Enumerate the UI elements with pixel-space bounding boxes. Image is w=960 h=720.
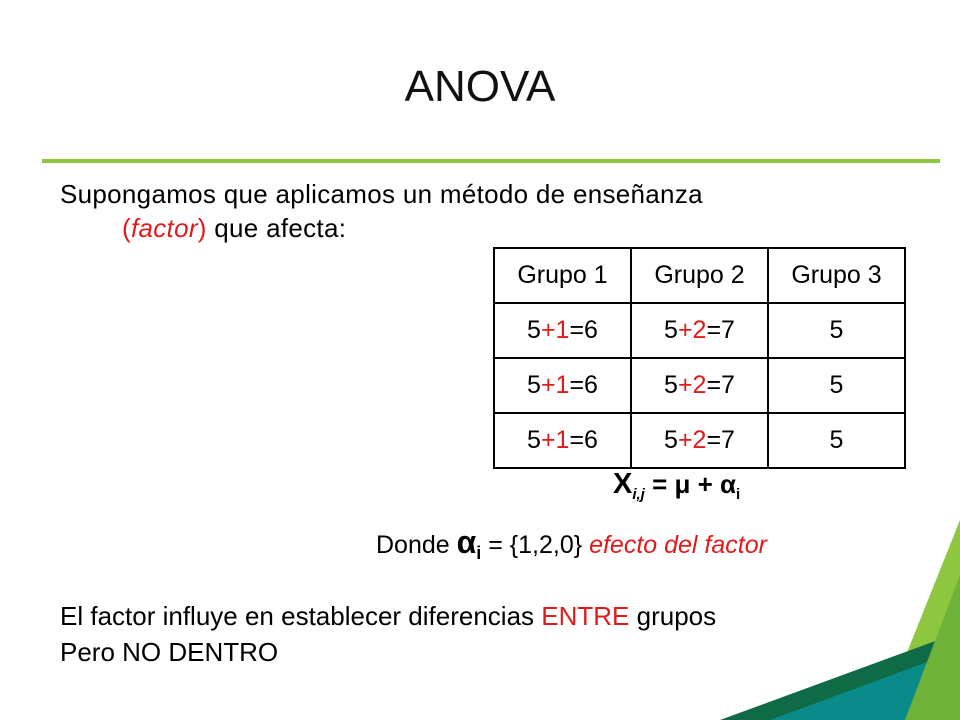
table-cell: 5 <box>768 303 905 358</box>
slide-title: ANOVA <box>404 62 556 111</box>
header-cell: Grupo 1 <box>494 248 631 303</box>
intro-line-2: (factor) que afecta: <box>122 213 347 243</box>
intro-text <box>60 177 860 245</box>
table-cell: 5+1=6 <box>494 358 631 413</box>
header-cell: Grupo 2 <box>631 248 768 303</box>
conclusion-text <box>60 598 920 670</box>
effect-definition: Donde $\alpha_i = \{1,2,0\}$ efecto del factor <box>376 524 767 563</box>
title-divider <box>42 159 940 163</box>
table-cell: 5+2=7 <box>631 413 768 468</box>
table-row <box>494 413 905 468</box>
groups-table <box>493 247 906 469</box>
table-row <box>494 358 905 413</box>
table-cell: 5+2=7 <box>631 303 768 358</box>
effect-label: efecto del factor <box>589 531 767 559</box>
table-header-row <box>494 248 905 303</box>
intro-line-1: Supongamos que aplicamos un método de enseñanza <box>60 179 703 209</box>
table-row <box>494 303 905 358</box>
table-cell: 5 <box>768 413 905 468</box>
model-formula: $X_{i,j} = \mu + \alpha_i$ <box>613 468 741 503</box>
table-cell: 5+2=7 <box>631 358 768 413</box>
table-cell: 5+1=6 <box>494 413 631 468</box>
conclusion-line-2: Pero NO DENTRO <box>60 637 279 667</box>
header-cell: Grupo 3 <box>768 248 905 303</box>
table-cell: 5+1=6 <box>494 303 631 358</box>
factor-word: factor <box>130 213 198 243</box>
conclusion-line-1: El factor influye en establecer diferencias ENTRE grupos <box>60 601 717 631</box>
table-cell: 5 <box>768 358 905 413</box>
